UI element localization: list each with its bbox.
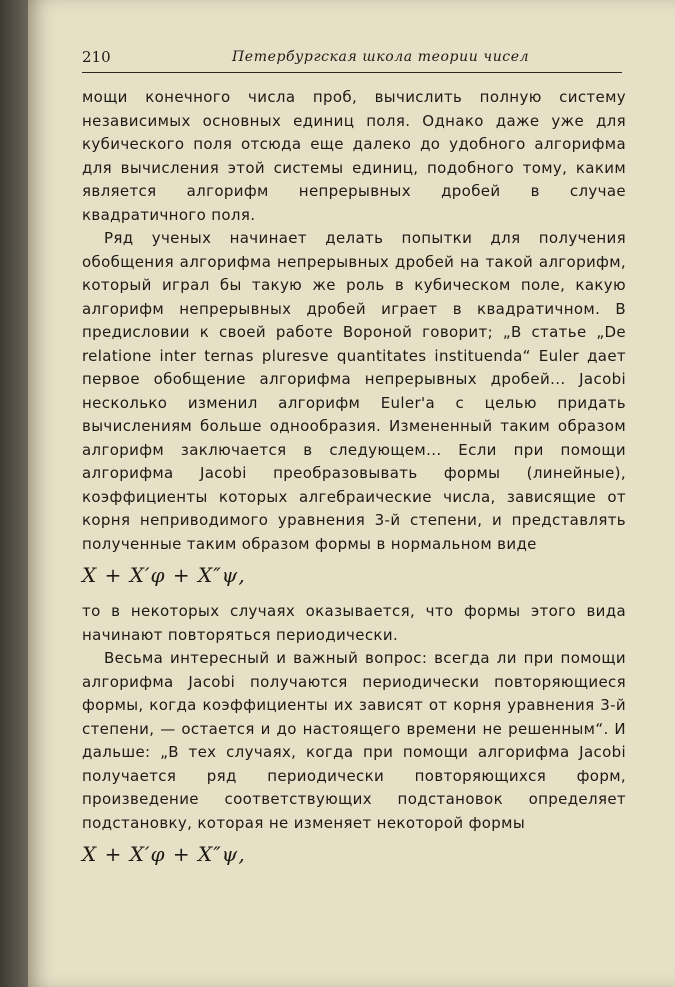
formula: X + X′φ + X″ψ,	[82, 842, 246, 866]
formula: X + X′φ + X″ψ,	[82, 563, 246, 587]
page-header	[82, 46, 622, 73]
paragraph: Ряд ученых начинает делать попытки для получения обобщения алгорифма непрерывных дробей на такой алгорифм, который играл бы такую же роль в кубическом поле, какую алгорифм непрерывных дробей играет в квадратичном. В предисловии к своей работе Вороной говорит; „В статье „De relatione inter ternas pluresve quantitates instituenda“ Euler дает первое обобщение алгорифма непрерывных дробей... Jacobi несколько изменил алгорифм Euler'а с целью придать вычислениям больше однообразия. Измененный таким образом алгорифм заключается в следующем... Если при помощи алгорифма Jacobi преобразовывать формы (линейные), коэффициенты которых алгебраические числа, зависящие от корня неприводимого уравнения 3-й степени, и представлять полученные таким образом формы в нормальном виде	[82, 229, 626, 553]
paragraph: мощи конечного числа проб, вычислить полную систему независимых основных единиц поля. Однако даже уже для кубического поля отсюда еще далеко до удобного алгорифма для вычисления этой системы единиц, подобного тому, каким является алгорифм непрерывных дробей в случае квадратичного поля.	[82, 88, 626, 224]
paragraph: Весьма интересный и важный вопрос: всегда ли при помощи алгорифма Jacobi получаются периодически повторяющиеся формы, когда коэффициенты их зависят от корня уравнения 3-й степени, — остается и до настоящего времени не решенным“. И дальше: „В тех случаях, когда при помощи алгорифма Jacobi получается ряд периодически повторяющихся форм, произведение соответствующих подстановок определяет подстановку, которая не изменяет некоторой формы	[82, 649, 626, 832]
page-gutter	[0, 0, 28, 987]
paragraph: то в некоторых случаях оказывается, что формы этого вида начинают повторяться периодически.	[82, 602, 626, 644]
running-title: Петербургская школа теории чисел	[232, 49, 530, 65]
page-number: 210	[82, 48, 111, 66]
body-text	[82, 86, 626, 879]
